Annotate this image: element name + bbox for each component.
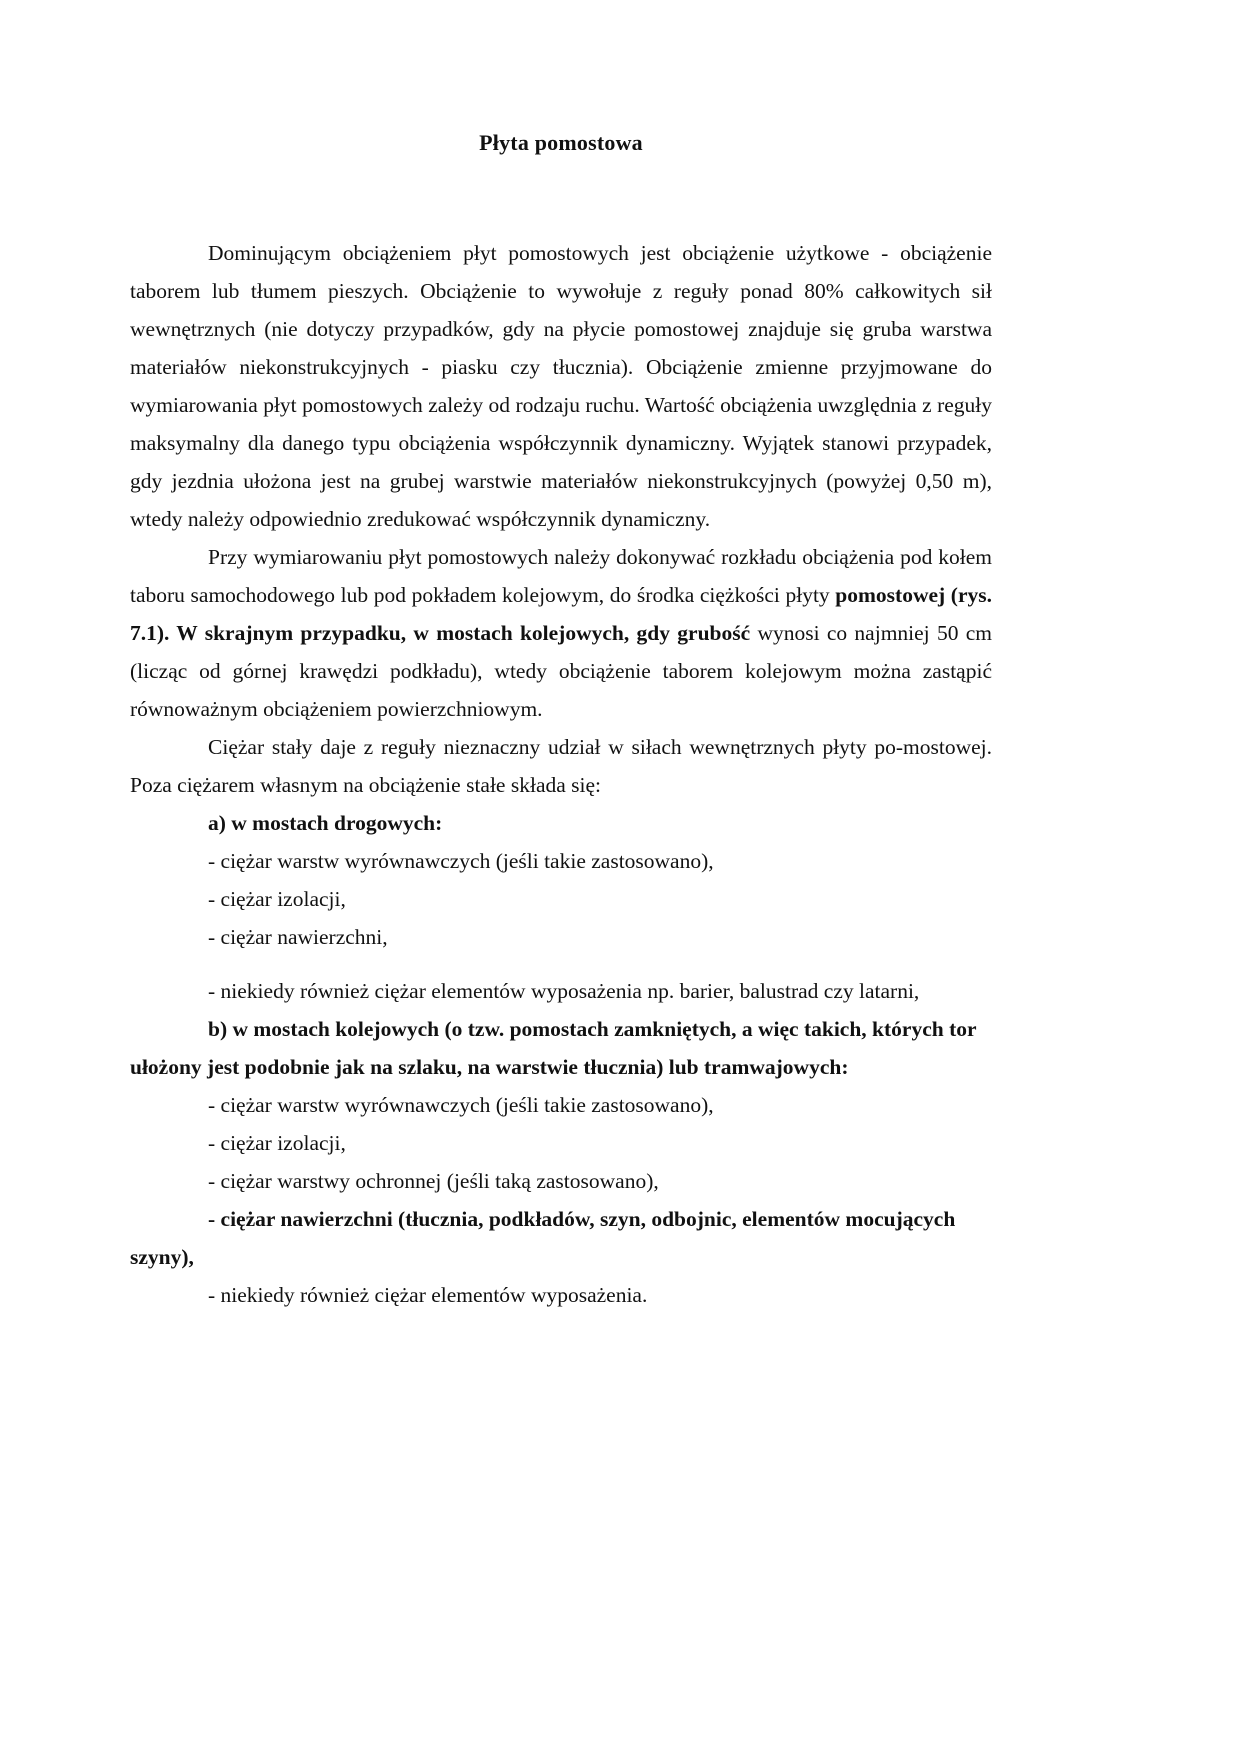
list-item: - niekiedy również ciężar elementów wyposażenia np. barier, balustrad czy latarni, [208, 979, 920, 1004]
list-item: - ciężar warstw wyrównawczych (jeśli takie zastosowano), [208, 849, 714, 874]
paragraph-distribution-part1: Przy wymiarowaniu płyt pomostowych należy dokonywać rozkładu obciążenia pod kołem taboru samochodowego lub pod pokładem kolejowym, do środka ciężkości płyty [130, 545, 992, 608]
list-item: - ciężar warstwy ochronnej (jeśli taką zastosowano), [208, 1169, 659, 1194]
document-content [130, 0, 992, 1314]
list-b-heading-line2: ułożony jest podobnie jak na szlaku, na warstwie tłucznia) lub tramwajowych: [130, 1055, 849, 1080]
document-body [130, 234, 992, 1314]
paragraph-intro: Dominującym obciążeniem płyt pomostowych jest obciążenie użytkowe - obciążenie taborem lub tłumem pieszych. Obciążenie to wywołuje z reguły ponad 80% całkowitych sił wewnętrznych (nie dotyczy przypadków, gdy na płycie pomostowej znajduje się gruba warstwa materiałów niekonstrukcyjnych - piasku czy tłucznia). Obciążenie zmienne przyjmowane do wymiarowania płyt pomostowych zależy od rodzaju ruchu. Wartość obciążenia uwzględnia z reguły maksymalny dla danego typu obciążenia współczynnik dynamiczny. Wyjątek stanowi przypadek, gdy jezdnia ułożona jest na grubej warstwie materiałów niekonstrukcyjnych (powyżej 0,50 m), wtedy należy odpowiednio zredukować współczynnik dynamiczny. [130, 241, 992, 532]
list-a-heading: a) w mostach drogowych: [208, 811, 443, 836]
list-item: - ciężar izolacji, [208, 887, 346, 912]
list-item-continuation: szyny), [130, 1245, 194, 1270]
list-item: - ciężar izolacji, [208, 1131, 346, 1156]
list-gap [130, 956, 992, 972]
paragraph-distribution-part2: wynosi co najmniej 50 cm (licząc od górnej krawędzi podkładu), wtedy obciążenie taborem kolejowym można zastąpić równoważnym obciążeniem powierzchniowym. [130, 621, 992, 722]
list-item: - ciężar warstw wyrównawczych (jeśli takie zastosowano), [208, 1093, 714, 1118]
paragraph-distribution-bold: pomostowej (rys. 7.1). W skrajnym przypadku, w mostach kolejowych, gdy grubość [130, 583, 992, 646]
list-b-heading-line1: b) w mostach kolejowych (o tzw. pomostach zamkniętych, a więc takich, których tor [208, 1017, 977, 1042]
list-item: - niekiedy również ciężar elementów wyposażenia. [208, 1283, 648, 1308]
list-item: - ciężar nawierzchni (tłucznia, podkładów, szyn, odbojnic, elementów mocujących [208, 1207, 956, 1232]
paragraph-distribution [130, 538, 992, 728]
page-title: Płyta pomostowa [479, 130, 643, 155]
paragraph-dead-load: Ciężar stały daje z reguły nieznaczny udział w siłach wewnętrznych płyty po-mostowej. Poza ciężarem własnym na obciążenie stałe składa się: [130, 735, 992, 798]
list-item: - ciężar nawierzchni, [208, 925, 388, 950]
